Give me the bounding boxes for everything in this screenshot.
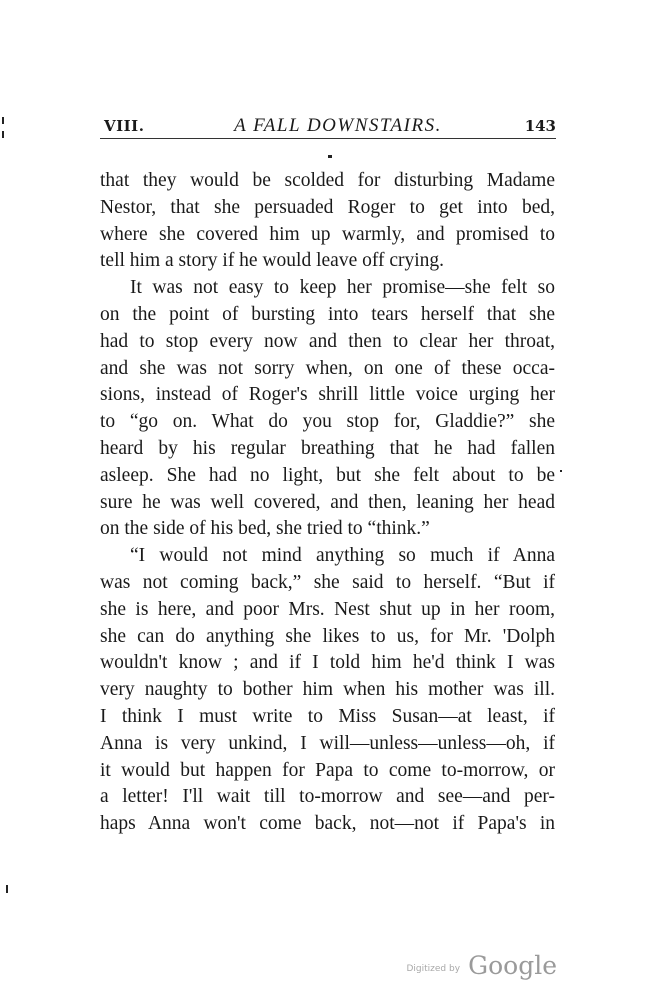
text-line: Nestor, that she persuaded Roger to get into bed, [100, 196, 555, 218]
text-line: and she was not sorry when, on one of these occa- [100, 357, 555, 379]
text-line: where she covered him up warmly, and promised to [100, 223, 555, 245]
text-line: on the point of bursting into tears herself that she [100, 303, 555, 325]
scan-speck [560, 470, 562, 472]
text-line: sions, instead of Roger's shrill little voice urging her [100, 384, 555, 406]
text-line: to “go on. What do you stop for, Gladdie?” she [100, 411, 555, 433]
page-number: 143 [524, 117, 556, 135]
text-line: a letter! I'll wait till to-morrow and see—and per- [100, 786, 555, 808]
text-line: had to stop every now and then to clear her throat, [100, 330, 555, 352]
text-line: Anna is very unkind, I will—unless—unless—oh, if [100, 732, 555, 754]
text-line: that they would be scolded for disturbing Madame [100, 170, 555, 191]
text-line: she is here, and poor Mrs. Nest shut up in her room, [100, 598, 555, 620]
text-line: “I would not mind anything so much if Anna [130, 545, 555, 567]
header-rule [100, 138, 556, 139]
scan-speck [328, 155, 332, 158]
text-line: she can do anything she likes to us, for Mr. 'Dolph [100, 625, 555, 647]
google-logo: Google [468, 951, 557, 980]
scan-speck [6, 885, 8, 893]
text-line: tell him a story if he would leave off crying. [100, 250, 445, 272]
watermark-prefix: Digitized by [406, 964, 461, 974]
scan-speck [2, 117, 4, 124]
digitized-watermark [406, 951, 557, 980]
text-line: haps Anna won't come back, not—not if Papa's in [100, 813, 555, 835]
running-title: A FALL DOWNSTAIRS. [234, 115, 442, 136]
chapter-number: VIII. [104, 117, 145, 135]
text-line: heard by his regular breathing that he had fallen [100, 437, 555, 459]
text-line: was not coming back,” she said to herself. “But if [100, 571, 555, 593]
text-line: wouldn't know ; and if I told him he'd think I was [100, 652, 555, 674]
text-line: it would but happen for Papa to come to-morrow, or [100, 759, 555, 781]
body-text [100, 168, 555, 838]
scan-speck [2, 131, 4, 138]
text-line: I think I must write to Miss Susan—at least, if [100, 705, 555, 727]
text-line: very naughty to bother him when his mother was ill. [100, 679, 555, 701]
text-line: sure he was well covered, and then, leaning her head [100, 491, 555, 513]
text-line: on the side of his bed, she tried to “think.” [100, 518, 430, 540]
text-line: It was not easy to keep her promise—she felt so [130, 277, 555, 299]
text-line: asleep. She had no light, but she felt about to be [100, 464, 555, 486]
running-header [100, 109, 556, 139]
